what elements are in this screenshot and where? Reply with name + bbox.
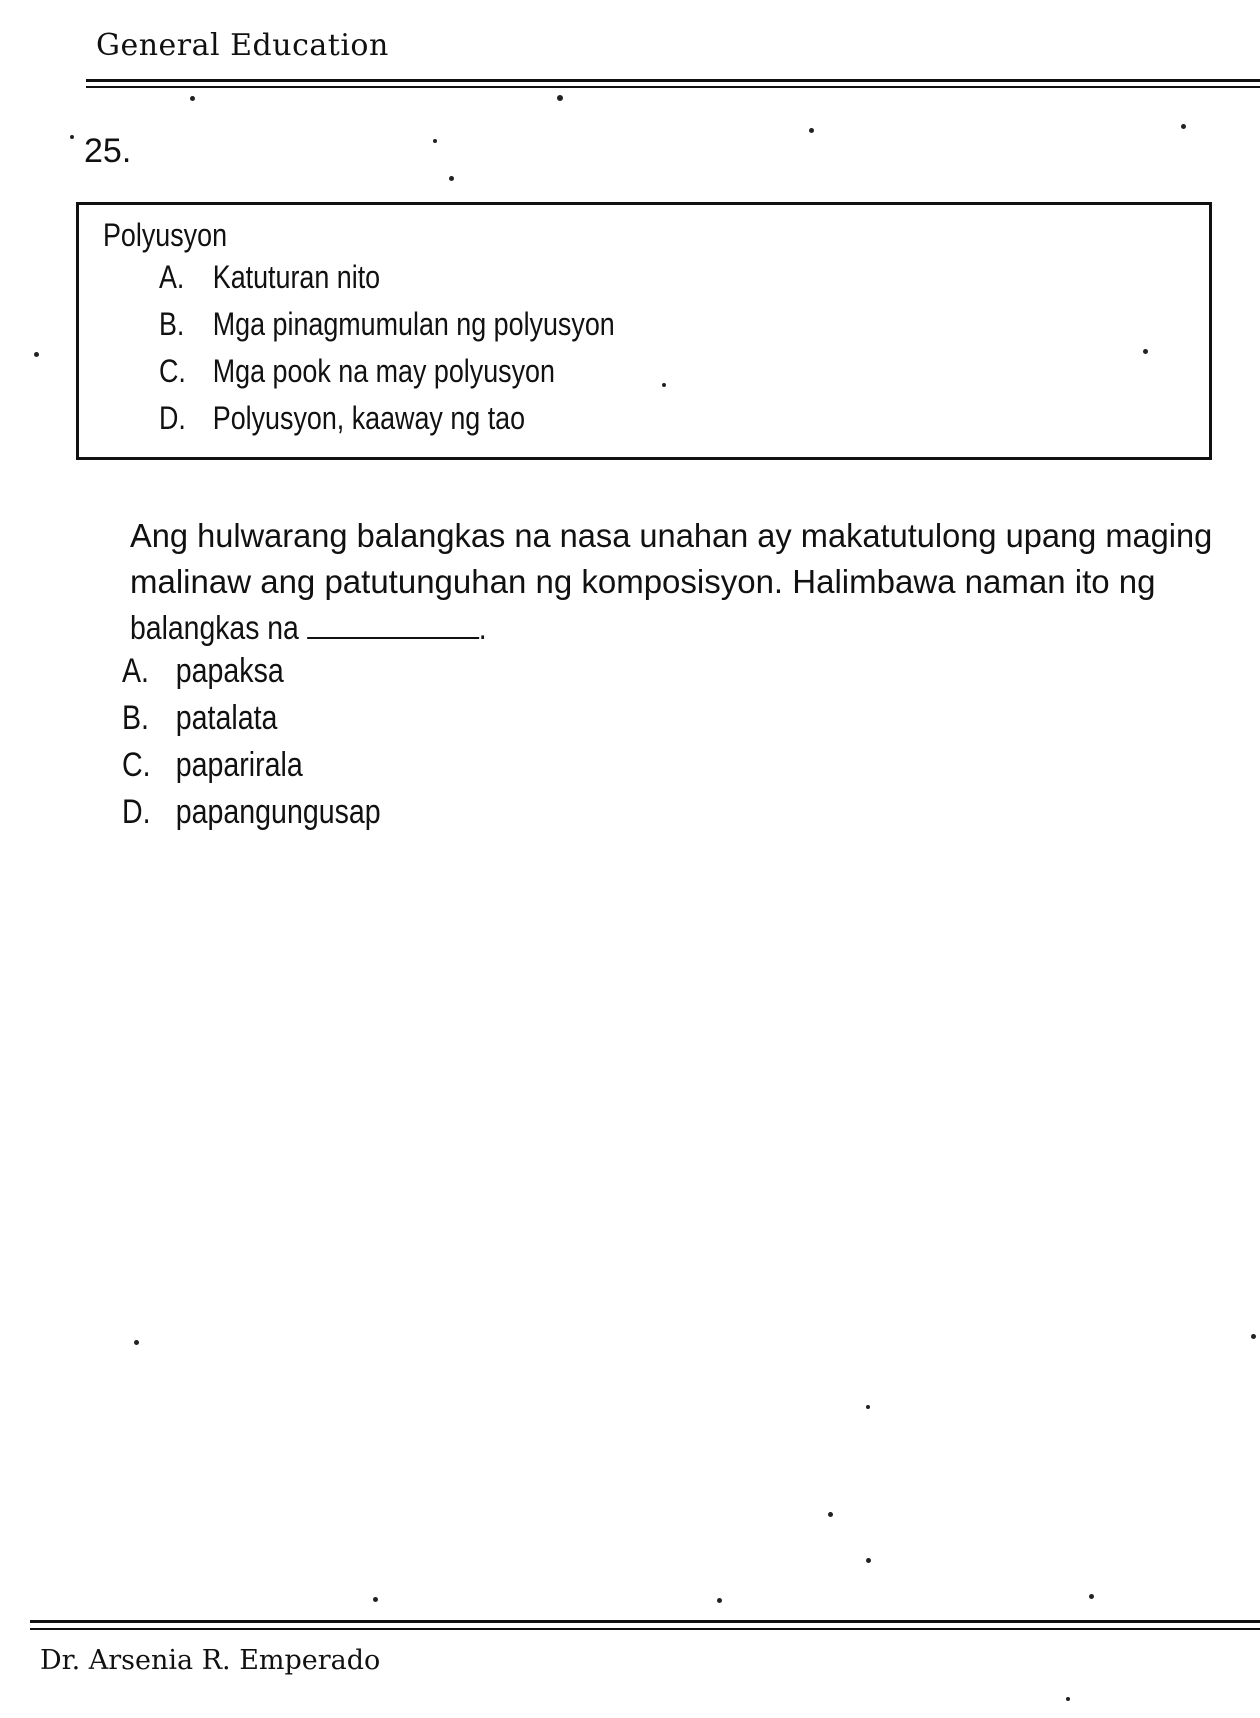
scan-speck [1251,1334,1256,1339]
scan-speck [557,95,563,101]
scan-speck [1181,124,1186,129]
choice-text: papaksa [175,652,284,690]
footer-author: Dr. Arsenia R. Emperado [40,1645,381,1676]
stem-text: balangkas na [130,609,299,646]
choice-letter: D. [122,793,151,831]
choice-text: paparirala [175,746,303,784]
outline-item-letter: B. [159,306,185,342]
answer-choice-a [122,652,284,691]
outline-item-letter: D. [159,400,186,436]
answer-choice-c [122,746,303,785]
header-rule-bottom [86,86,1260,88]
choice-text: patalata [175,699,278,737]
choice-letter: A. [122,652,149,690]
stem-line-last [130,605,1061,651]
header-rule-top [86,79,1260,82]
scan-speck [1066,1697,1070,1701]
outline-item-text: Mga pinagmumulan ng polyusyon [212,306,615,342]
choice-letter: C. [122,746,151,784]
outline-item-letter: C. [159,353,186,389]
footer-rule-bottom [30,1628,1260,1630]
outline-item [159,353,555,390]
answer-choice-b [122,699,277,738]
outline-item [159,259,380,296]
scan-speck [34,352,39,357]
question-number: 25. [84,132,132,170]
footer-rule-top [30,1620,1260,1623]
outline-item-letter: A. [159,259,185,295]
outline-title: Polyusyon [103,217,228,253]
scan-speck [809,128,814,133]
outline-item [159,400,525,437]
scan-speck [866,1405,870,1409]
stem-line: Ang hulwarang balangkas na nasa unahan ay makatutulong upang maging [130,517,1213,554]
scan-speck [433,139,437,143]
choice-text: papangungusap [175,793,381,831]
stem-line: malinaw ang patutunguhan ng komposisyon. Halimbawa naman ito ng [130,563,1156,600]
scan-speck [717,1598,722,1603]
scan-speck [190,96,195,101]
scan-speck [373,1597,378,1602]
scan-speck [70,135,74,139]
scan-speck [1143,349,1148,354]
question-stem [130,513,1212,651]
scan-speck [1089,1594,1094,1599]
scan-speck [828,1512,833,1517]
outline-item-text: Mga pook na may polyusyon [212,353,555,389]
stem-end: . [478,609,487,646]
answer-blank [307,609,479,639]
scan-speck [866,1558,871,1563]
choice-letter: B. [122,699,149,737]
outline-box [76,202,1212,460]
outline-item-text: Polyusyon, kaaway ng tao [212,400,526,436]
scan-speck [662,383,666,387]
answer-choice-d [122,793,381,832]
header-title: General Education [96,28,389,63]
scan-speck [134,1340,139,1345]
scan-speck [449,176,454,181]
outline-item-text: Katuturan nito [212,259,381,295]
outline-item [159,306,615,343]
